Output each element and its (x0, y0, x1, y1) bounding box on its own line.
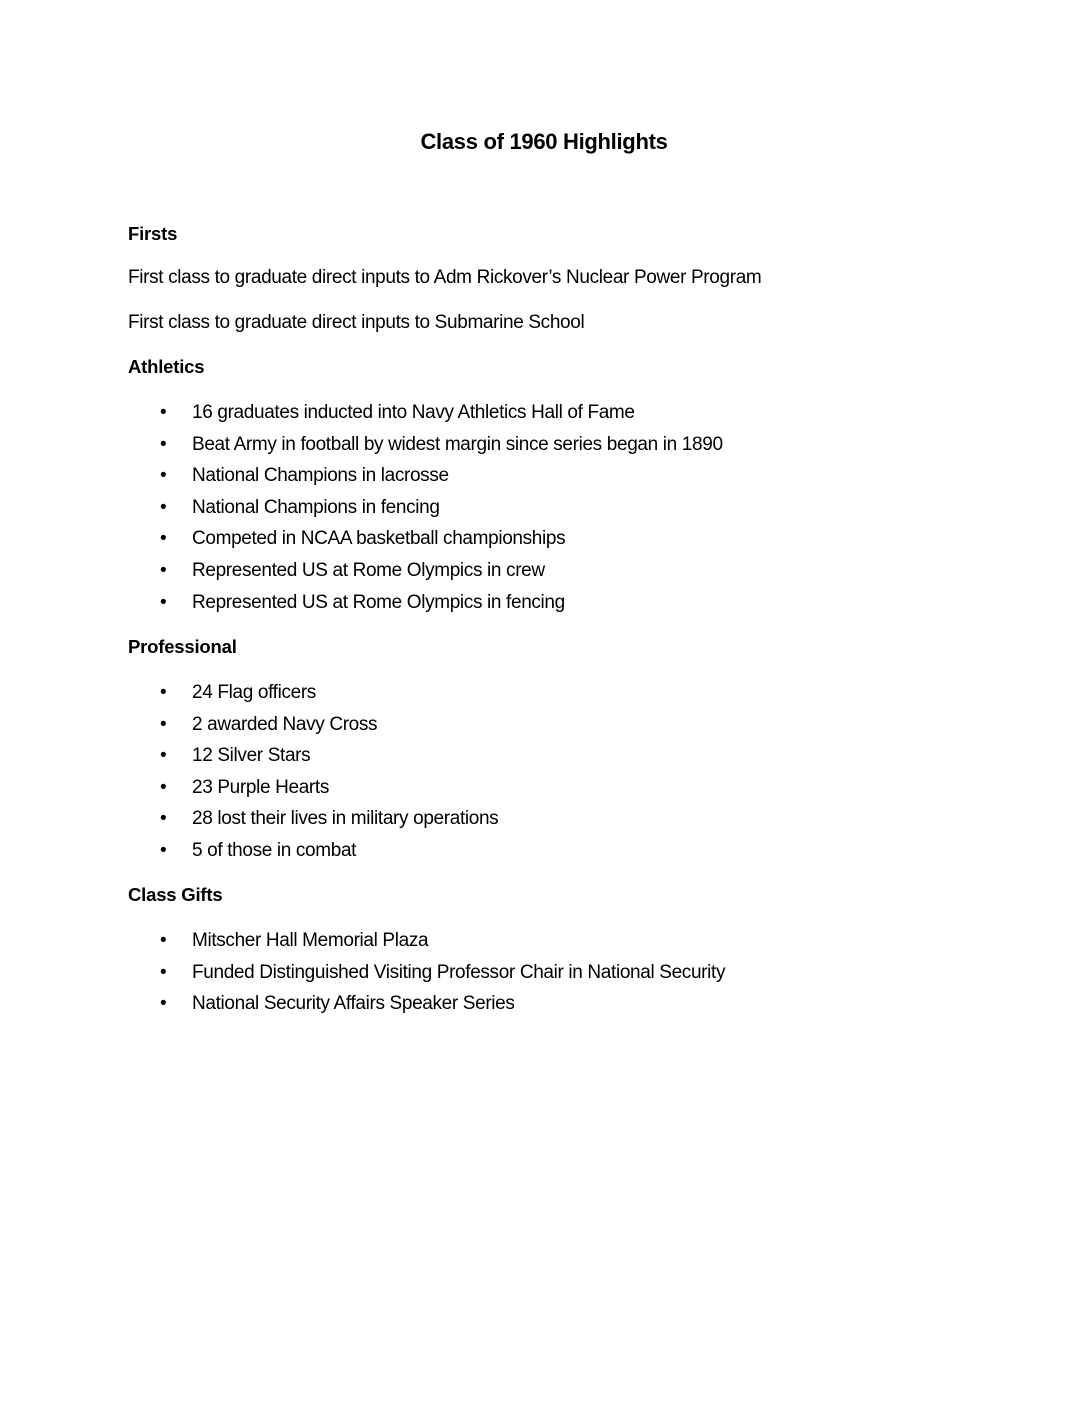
list-item-text: 23 Purple Hearts (192, 776, 329, 798)
list-item-text: National Champions in fencing (192, 496, 440, 518)
bullet-icon: • (160, 591, 167, 613)
list-item-text: National Security Affairs Speaker Series (192, 993, 515, 1015)
page-title: Class of 1960 Highlights (420, 129, 668, 154)
list-item-text: Funded Distinguished Visiting Professor Chair in National Security (192, 961, 726, 983)
list-item-text: Mitscher Hall Memorial Plaza (192, 930, 429, 951)
list-item-text: 12 Silver Stars (192, 745, 311, 767)
firsts-paragraph: First class to graduate direct inputs to Adm Rickover’s Nuclear Power Program (128, 267, 762, 288)
bullet-icon: • (160, 433, 167, 455)
bullet-icon: • (160, 528, 167, 550)
bullet-icon: • (160, 961, 167, 983)
list-item-text: 16 graduates inducted into Navy Athletics Hall of Fame (192, 402, 635, 423)
list-item-text: Competed in NCAA basketball championships (192, 528, 566, 550)
bullet-icon: • (160, 402, 167, 423)
bullet-icon: • (160, 839, 167, 861)
list-item-text: 5 of those in combat (192, 839, 357, 861)
bullet-icon: • (160, 713, 167, 735)
list-item-text: 2 awarded Navy Cross (192, 713, 378, 735)
bullet-icon: • (160, 993, 167, 1015)
bullet-icon: • (160, 808, 167, 830)
section-heading-firsts: Firsts (128, 223, 178, 244)
list-item-text: Beat Army in football by widest margin since series began in 1890 (192, 433, 723, 455)
section-heading-athletics: Athletics (128, 356, 205, 377)
bullet-icon: • (160, 930, 167, 951)
list-item-text: 24 Flag officers (192, 682, 316, 703)
list-item-text: Represented US at Rome Olympics in fencing (192, 591, 565, 613)
bullet-icon: • (160, 776, 167, 798)
bullet-icon: • (160, 559, 167, 581)
firsts-paragraph: First class to graduate direct inputs to Submarine School (128, 312, 585, 333)
list-item-text: Represented US at Rome Olympics in crew (192, 559, 545, 581)
bullet-icon: • (160, 745, 167, 767)
list-item-text: 28 lost their lives in military operations (192, 808, 499, 830)
list-item-text: National Champions in lacrosse (192, 465, 449, 487)
section-heading-class-gifts: Class Gifts (128, 884, 223, 905)
bullet-icon: • (160, 496, 167, 518)
section-heading-professional: Professional (128, 636, 237, 657)
bullet-icon: • (160, 465, 167, 487)
bullet-icon: • (160, 682, 167, 703)
